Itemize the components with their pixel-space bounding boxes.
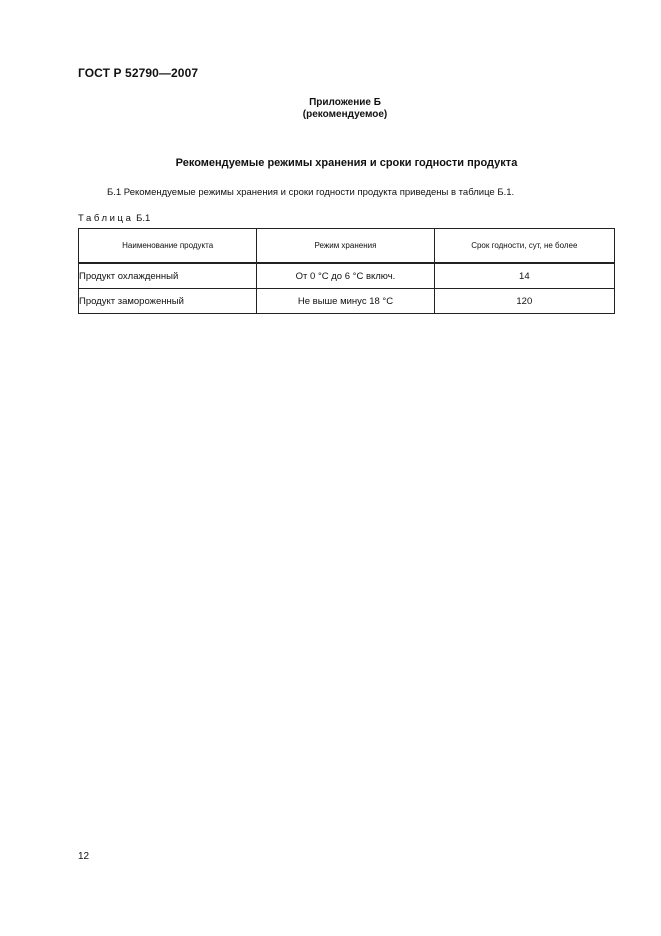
cell-product-name: Продукт замороженный [79,289,257,314]
annex-status: (рекомендуемое) [302,109,388,120]
section-heading: Рекомендуемые режимы хранения и сроки годности продукта [175,157,518,169]
document-header: ГОСТ Р 52790—2007 [78,66,199,80]
cell-shelf-life: 120 [434,289,614,314]
column-header-shelf-life: Срок годности, сут, не более [434,229,614,264]
column-header-storage-mode: Режим хранения [257,229,434,264]
table-header-row [79,229,615,264]
cell-storage-mode: Не выше минус 18 °С [257,289,434,314]
storage-table [78,228,615,314]
table-caption-word: Таблица [78,213,134,224]
paragraph-b1: Б.1 Рекомендуемые режимы хранения и сроки годности продукта приведены в таблице Б.1. [107,187,515,198]
table-caption [78,213,150,224]
cell-product-name: Продукт охлажденный [79,263,257,289]
table-row [79,289,615,314]
table-caption-number: Б.1 [136,213,151,224]
column-header-product: Наименование продукта [79,229,257,264]
cell-storage-mode: От 0 °С до 6 °С включ. [257,263,434,289]
table-row [79,263,615,289]
page-number: 12 [78,851,90,862]
cell-shelf-life: 14 [434,263,614,289]
annex-label: Приложение Б [309,97,381,108]
